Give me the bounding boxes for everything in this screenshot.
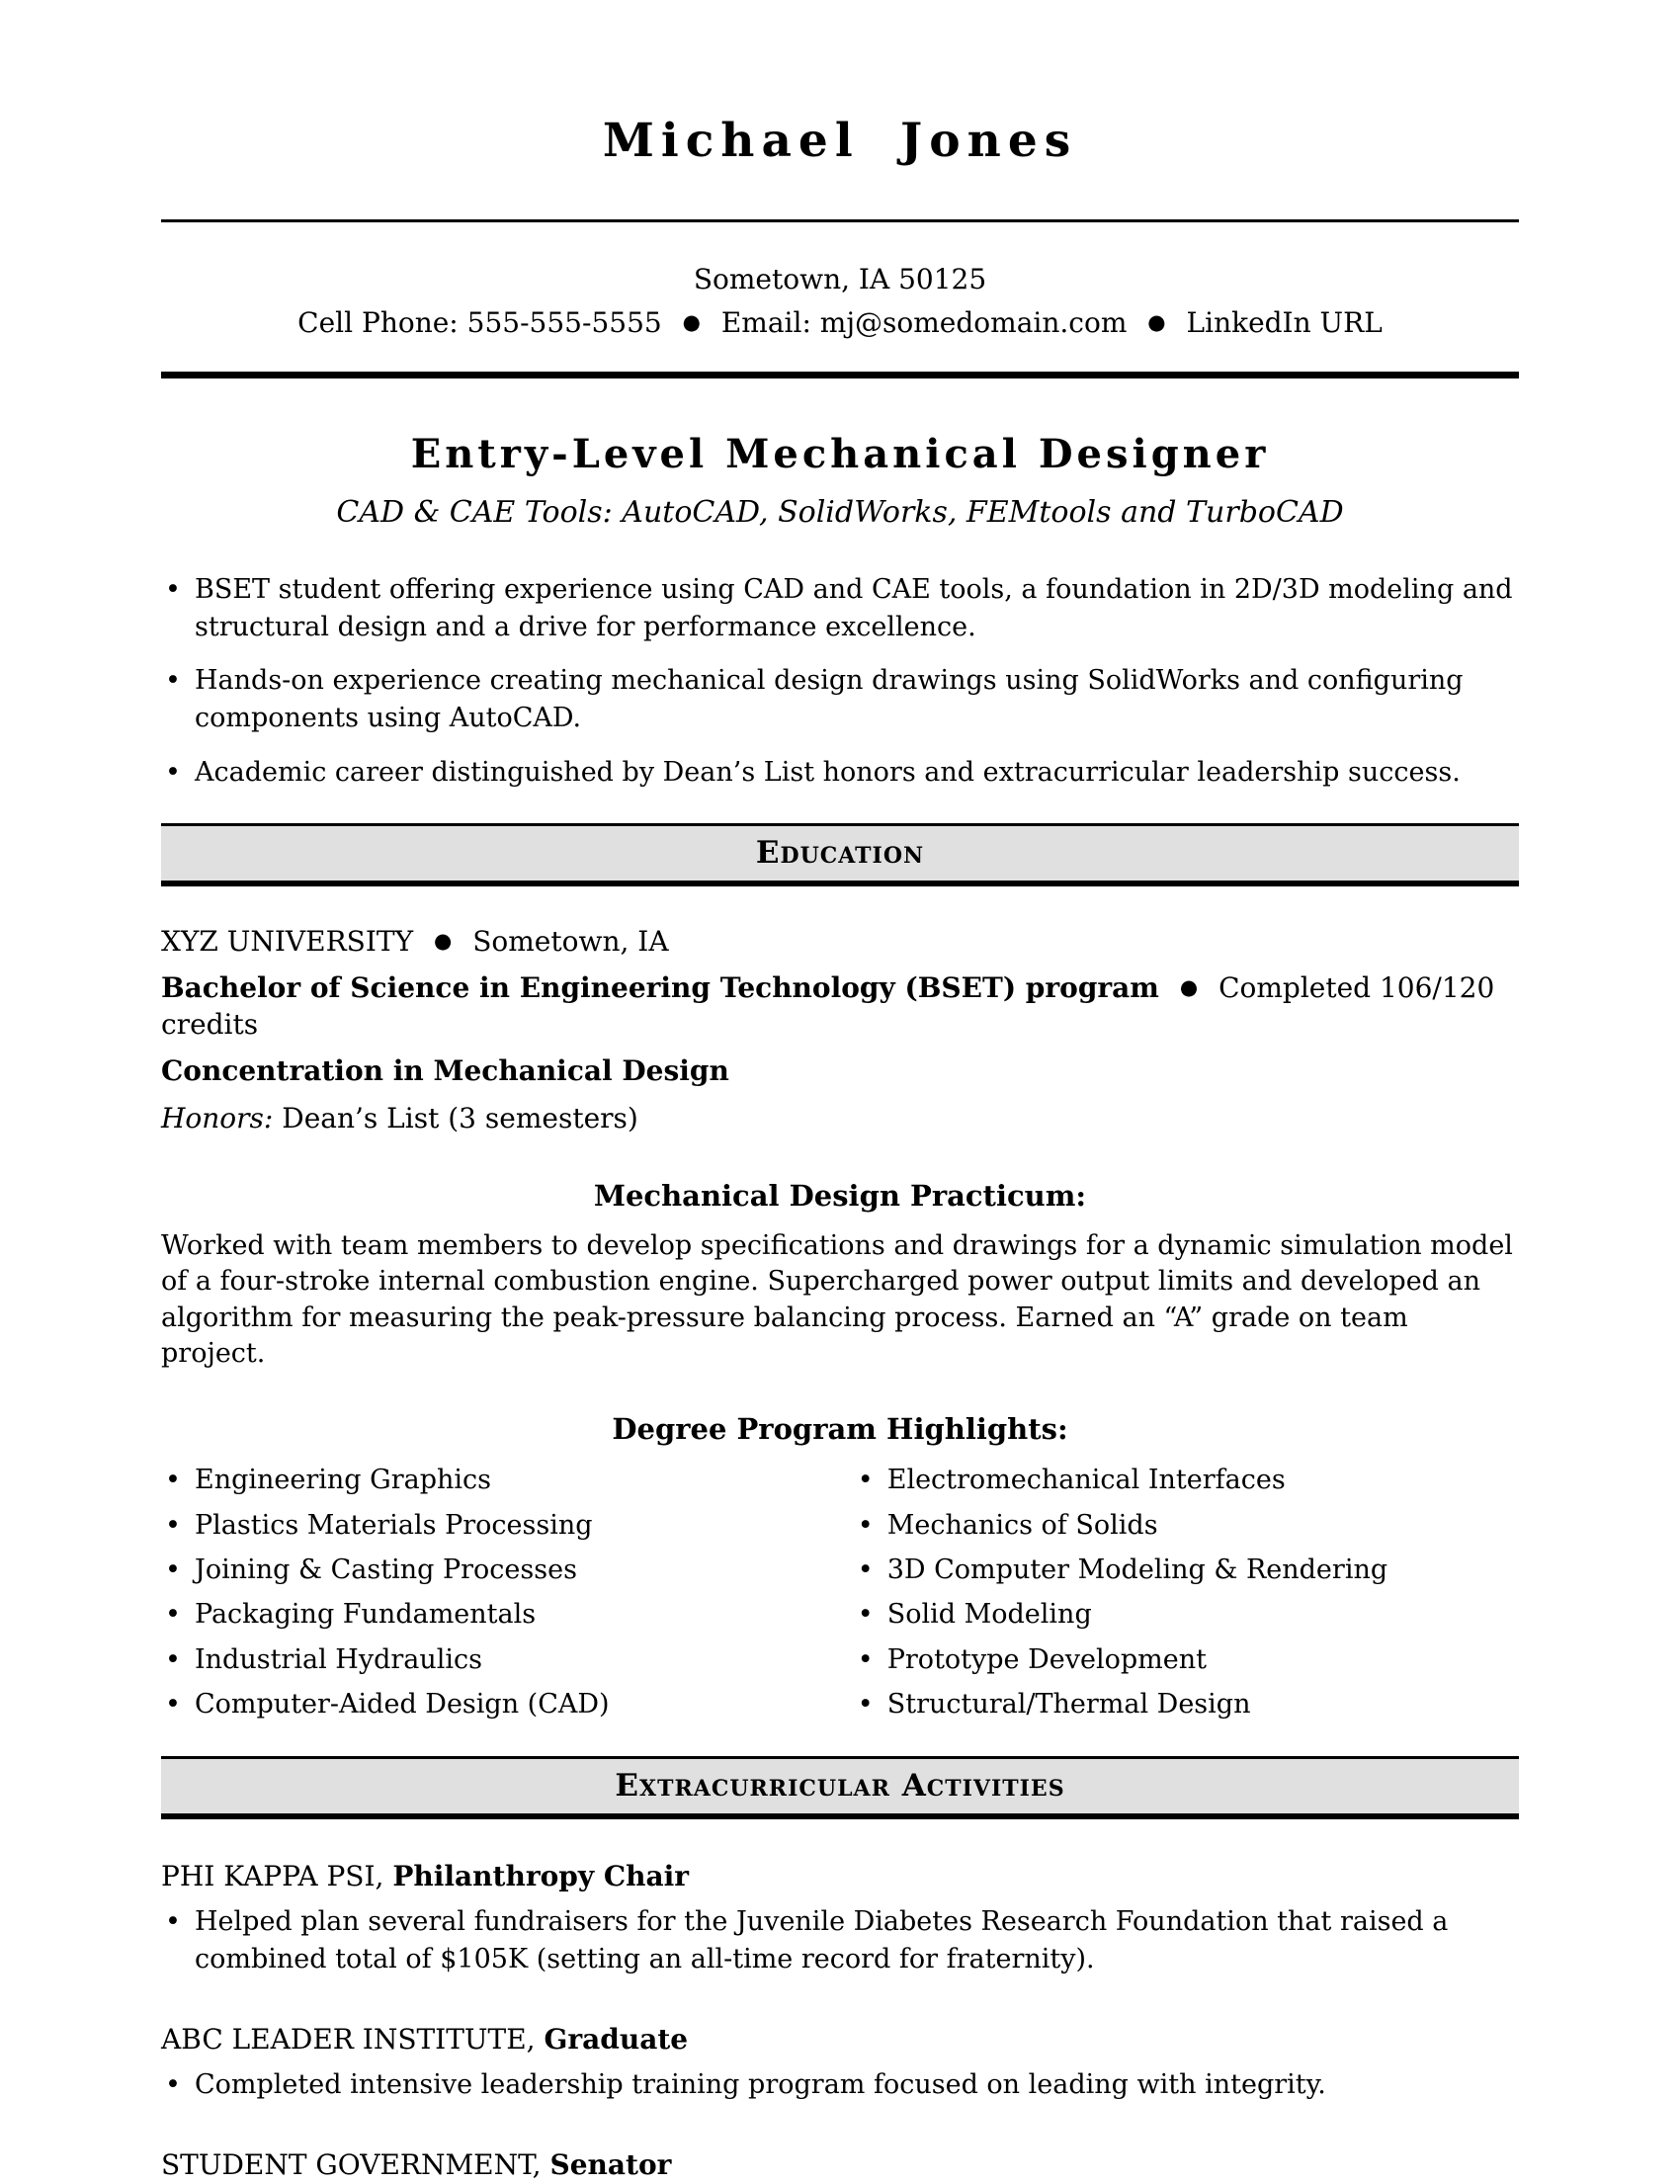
practicum-heading: Mechanical Design Practicum: [593,1179,1087,1213]
organization-line [161,2147,1519,2183]
degree-highlights-columns [161,1463,1519,1732]
organization-name: ABC LEADER INSTITUTE, [161,2022,536,2056]
extracurricular-group [161,2147,1519,2183]
honors-label: Honors: [161,1101,274,1134]
organization-line [161,2022,1519,2058]
education-school-line [161,924,1519,960]
highlight-item: • Plastics Materials Processing [161,1508,854,1544]
header-divider-thick [161,372,1519,378]
extracurricular-bullet: • Helped plan several fundraisers for the Juvenile Diabetes Research Foundation that raised a combined total of $105K (setting an all-time record for fraternity). [161,1903,1519,1978]
section-header-education: Education [161,823,1519,886]
highlights-heading: Degree Program Highlights: [612,1412,1068,1447]
bullet-separator: ● [682,310,701,335]
organization-line [161,1859,1519,1894]
summary-bullet-list [161,571,1519,792]
education-honors-line [161,1101,1519,1136]
highlight-item: • Mechanics of Solids [854,1508,1519,1544]
extracurricular-bullet: • Completed intensive leadership training program focused on leading with integrity. [161,2066,1519,2104]
resume-title: Entry-Level Mechanical Designer [410,430,1270,477]
education-concentration-line [161,1053,1519,1089]
school-name: XYZ UNIVERSITY [161,925,414,959]
resume-subtitle: CAD & CAE Tools: AutoCAD, SolidWorks, FEMtools and TurboCAD [336,494,1344,530]
summary-bullet: • Academic career distinguished by Dean’s List honors and extracurricular leadership success. [161,754,1519,792]
organization-role: Graduate [544,2022,689,2056]
concentration: Concentration in Mechanical Design [161,1054,729,1088]
extracurricular-group [161,2022,1519,2104]
highlight-item: • 3D Computer Modeling & Rendering [854,1553,1519,1588]
highlight-item: • Packaging Fundamentals [161,1597,854,1633]
highlight-item: • Engineering Graphics [161,1463,854,1498]
highlight-item: • Joining & Casting Processes [161,1553,854,1588]
bullet-separator: ● [433,929,453,954]
bullet-separator: ● [1147,310,1166,335]
section-header-extracurricular: Extracurricular Activities [161,1756,1519,1819]
organization-name: STUDENT GOVERNMENT, [161,2148,542,2182]
summary-bullet: • Hands-on experience creating mechanical design drawings using SolidWorks and configuring components using AutoCAD. [161,662,1519,737]
honors-value: Dean’s List (3 semesters) [282,1101,638,1134]
highlight-item: • Solid Modeling [854,1597,1519,1633]
header-divider-thin [161,219,1519,222]
organization-name: PHI KAPPA PSI, [161,1859,384,1892]
contact-linkedin: LinkedIn URL [1186,306,1383,340]
school-location: Sometown, IA [472,925,669,959]
extracurricular-bullet-list [161,2066,1519,2104]
organization-role: Senator [549,2148,672,2182]
degree-name: Bachelor of Science in Engineering Technology (BSET) program [161,971,1159,1005]
highlight-item: • Industrial Hydraulics [161,1642,854,1678]
highlights-right-column [854,1463,1519,1732]
highlights-left-column [161,1463,854,1732]
organization-role: Philanthropy Chair [392,1859,690,1892]
contact-line [161,305,1519,341]
credits-status: Completed 106/120 credits [161,971,1495,1041]
education-degree-line [161,970,1519,1043]
bullet-separator: ● [1179,975,1199,1000]
extracurricular-bullet-list [161,1903,1519,1978]
extracurricular-group [161,1859,1519,1978]
highlight-item: • Prototype Development [854,1642,1519,1678]
highlight-item: • Electromechanical Interfaces [854,1463,1519,1498]
highlight-item: • Computer-Aided Design (CAD) [161,1687,854,1722]
candidate-name: Michael Jones [602,114,1078,168]
practicum-description: Worked with team members to develop specifications and drawings for a dynamic simulation model of a four-stroke internal combustion engine. Supercharged power output limits and developed an algorithm for measuring the peak-pressure balancing process. Earned an “A” grade on team project. [161,1229,1513,1369]
summary-bullet: • BSET student offering experience using CAD and CAE tools, a foundation in 2D/3D modeling and structural design and a drive for performance excellence. [161,571,1519,646]
contact-phone: Cell Phone: 555-555-5555 [297,306,662,340]
highlight-item: • Structural/Thermal Design [854,1687,1519,1722]
contact-email: Email: mj@somedomain.com [720,306,1128,340]
candidate-location: Sometown, IA 50125 [693,263,987,296]
